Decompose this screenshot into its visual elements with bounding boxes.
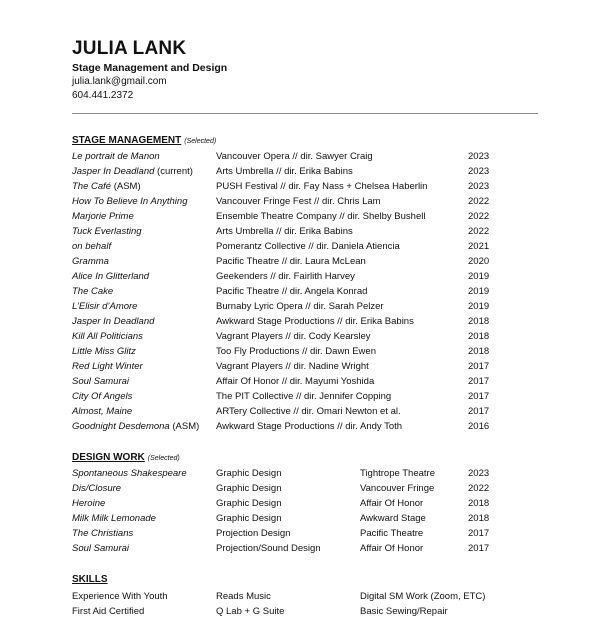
show-title: Jasper In Deadland bbox=[72, 316, 155, 327]
company-director: Arts Umbrella // dir. Erika Babins bbox=[216, 226, 353, 237]
list-item bbox=[0, 301, 612, 316]
show-cell bbox=[72, 256, 109, 267]
show-title: The Café bbox=[72, 181, 112, 192]
show-cell bbox=[72, 181, 141, 192]
list-item bbox=[0, 468, 612, 483]
show-cell bbox=[72, 421, 199, 432]
design-role: Projection/Sound Design bbox=[216, 543, 321, 554]
show-title: Milk Milk Lemonade bbox=[72, 513, 156, 524]
design-role: Graphic Design bbox=[216, 513, 282, 524]
company: Affair Of Honor bbox=[360, 498, 424, 509]
show-cell bbox=[72, 498, 105, 509]
show-title: Kill All Politicians bbox=[72, 331, 143, 342]
company-director: Too Fly Productions // dir. Dawn Ewen bbox=[216, 346, 376, 357]
company-director: Arts Umbrella // dir. Erika Babins bbox=[216, 166, 353, 177]
show-title: Spontaneous Shakespeare bbox=[72, 468, 187, 479]
year: 2017 bbox=[468, 406, 490, 417]
resume-subtitle: Stage Management and Design bbox=[72, 62, 228, 74]
year: 2018 bbox=[468, 331, 490, 342]
year: 2019 bbox=[468, 271, 490, 282]
list-item bbox=[0, 211, 612, 226]
year: 2022 bbox=[468, 211, 490, 222]
design-role: Graphic Design bbox=[216, 498, 282, 509]
show-note: (current) bbox=[154, 166, 193, 177]
company-director: ARTery Collective // dir. Omari Newton et al. bbox=[216, 406, 401, 417]
show-cell bbox=[72, 196, 187, 207]
company: Awkward Stage bbox=[360, 513, 426, 524]
show-cell bbox=[72, 286, 113, 297]
show-cell bbox=[72, 346, 136, 357]
list-item bbox=[0, 256, 612, 271]
show-cell bbox=[72, 376, 129, 387]
show-title: Little Miss Glitz bbox=[72, 346, 136, 357]
show-cell bbox=[72, 211, 134, 222]
list-item bbox=[0, 391, 612, 406]
year: 2022 bbox=[468, 196, 490, 207]
year: 2018 bbox=[468, 513, 490, 524]
company-director: Vancouver Fringe Fest // dir. Chris Lam bbox=[216, 196, 381, 207]
show-cell bbox=[72, 316, 154, 327]
list-item bbox=[0, 513, 612, 528]
show-cell bbox=[72, 528, 133, 539]
show-title: Gramma bbox=[72, 256, 109, 267]
skill-item: Digital SM Work (Zoom, ETC) bbox=[360, 591, 486, 602]
list-item bbox=[0, 316, 612, 331]
contact-email[interactable]: julia.lank@gmail.com bbox=[72, 76, 167, 87]
list-item bbox=[0, 241, 612, 256]
section-title: SKILLS bbox=[72, 574, 108, 585]
company-director: Affair Of Honor // dir. Mayumi Yoshida bbox=[216, 376, 375, 387]
company-director: Vagrant Players // dir. Cody Kearsley bbox=[216, 331, 371, 342]
show-title: Red Light Winter bbox=[72, 361, 143, 372]
list-item bbox=[0, 376, 612, 391]
list-item bbox=[0, 346, 612, 361]
list-item bbox=[0, 151, 612, 166]
list-item bbox=[0, 528, 612, 543]
contact-phone: 604.441.2372 bbox=[72, 90, 134, 101]
company-director: Vancouver Opera // dir. Sawyer Craig bbox=[216, 151, 373, 162]
resume-name: JULIA LANK bbox=[72, 38, 187, 59]
skill-item: Experience With Youth bbox=[72, 591, 168, 602]
show-title: Soul Samurai bbox=[72, 543, 130, 554]
show-title: Goodnight Desdemona bbox=[72, 421, 170, 432]
design-role: Graphic Design bbox=[216, 468, 282, 479]
show-cell bbox=[72, 151, 160, 162]
show-cell bbox=[72, 406, 132, 417]
year: 2016 bbox=[468, 421, 490, 432]
show-cell bbox=[72, 361, 143, 372]
year: 2018 bbox=[468, 346, 490, 357]
company-director: Geekenders // dir. Fairlith Harvey bbox=[216, 271, 355, 282]
show-title: The Cake bbox=[72, 286, 114, 297]
list-item bbox=[0, 591, 612, 606]
list-item bbox=[0, 543, 612, 558]
section-note: (Selected) bbox=[147, 455, 180, 462]
year: 2019 bbox=[468, 286, 490, 297]
company-director: Burnaby Lyric Opera // dir. Sarah Pelzer bbox=[216, 301, 384, 312]
show-note: (ASM) bbox=[111, 181, 141, 192]
section-note: (Selected) bbox=[184, 138, 217, 145]
show-title: The Christians bbox=[72, 528, 134, 539]
list-item bbox=[0, 271, 612, 286]
skill-item: First Aid Certified bbox=[72, 606, 145, 617]
show-title: on behalf bbox=[72, 241, 112, 252]
company-director: The PIT Collective // dir. Jennifer Copping bbox=[216, 391, 392, 402]
year: 2018 bbox=[468, 316, 490, 327]
list-item bbox=[0, 406, 612, 421]
list-item bbox=[0, 196, 612, 211]
year: 2017 bbox=[468, 543, 490, 554]
list-item bbox=[0, 331, 612, 346]
show-title: How To Believe In Anything bbox=[72, 196, 188, 207]
show-cell bbox=[72, 543, 129, 554]
year: 2019 bbox=[468, 301, 490, 312]
company-director: Ensemble Theatre Company // dir. Shelby Bushell bbox=[216, 211, 426, 222]
company: Pacific Theatre bbox=[360, 528, 424, 539]
section-title: STAGE MANAGEMENT bbox=[72, 135, 182, 146]
year: 2023 bbox=[468, 181, 490, 192]
show-cell bbox=[72, 166, 193, 177]
company-director: Pacific Theatre // dir. Angela Konrad bbox=[216, 286, 368, 297]
show-cell bbox=[72, 226, 142, 237]
year: 2017 bbox=[468, 528, 490, 539]
section-heading-stage-management bbox=[72, 135, 216, 146]
show-title: City Of Angels bbox=[72, 391, 133, 402]
show-cell bbox=[72, 331, 143, 342]
skill-item: Basic Sewing/Repair bbox=[360, 606, 448, 617]
section-heading-design-work bbox=[72, 452, 180, 463]
list-item bbox=[0, 606, 612, 621]
company-director: Awkward Stage Productions // dir. Erika Babins bbox=[216, 316, 414, 327]
company-director: Pomerantz Collective // dir. Daniela Atiencia bbox=[216, 241, 400, 252]
year: 2018 bbox=[468, 498, 490, 509]
year: 2023 bbox=[468, 468, 490, 479]
show-note: (ASM) bbox=[169, 421, 200, 432]
show-title: Jasper In Deadland bbox=[72, 166, 155, 177]
section-heading-skills bbox=[72, 574, 108, 585]
show-cell bbox=[72, 513, 156, 524]
company-director: Pacific Theatre // dir. Laura McLean bbox=[216, 256, 366, 267]
year: 2023 bbox=[468, 166, 490, 177]
show-title: Le portrait de Manon bbox=[72, 151, 160, 162]
show-title: Almost, Maine bbox=[72, 406, 133, 417]
company-director: Awkward Stage Productions // dir. Andy Toth bbox=[216, 421, 403, 432]
show-title: Heroine bbox=[72, 498, 106, 509]
year: 2020 bbox=[468, 256, 490, 267]
design-role: Graphic Design bbox=[216, 483, 282, 494]
show-title: Dis/Closure bbox=[72, 483, 122, 494]
design-role: Projection Design bbox=[216, 528, 291, 539]
year: 2017 bbox=[468, 361, 490, 372]
company: Tightrope Theatre bbox=[360, 468, 435, 479]
company: Affair Of Honor bbox=[360, 543, 424, 554]
year: 2022 bbox=[468, 483, 490, 494]
list-item bbox=[0, 286, 612, 301]
show-title: Soul Samurai bbox=[72, 376, 130, 387]
list-item bbox=[0, 483, 612, 498]
year: 2017 bbox=[468, 376, 490, 387]
section-title: DESIGN WORK bbox=[72, 452, 145, 463]
show-cell bbox=[72, 301, 137, 312]
year: 2023 bbox=[468, 151, 490, 162]
skill-item: Q Lab + G Suite bbox=[216, 606, 285, 617]
list-item bbox=[0, 421, 612, 436]
list-item bbox=[0, 166, 612, 181]
header-divider bbox=[72, 113, 538, 114]
year: 2017 bbox=[468, 391, 490, 402]
show-title: Alice In Glitterland bbox=[72, 271, 150, 282]
list-item bbox=[0, 226, 612, 241]
company-director: PUSH Festival // dir. Fay Nass + Chelsea Haberlin bbox=[216, 181, 428, 192]
list-item bbox=[0, 181, 612, 196]
skill-item: Reads Music bbox=[216, 591, 271, 602]
year: 2022 bbox=[468, 226, 490, 237]
show-cell bbox=[72, 391, 132, 402]
show-cell bbox=[72, 483, 121, 494]
show-title: L’Elisir d’Amore bbox=[72, 301, 138, 312]
show-cell bbox=[72, 468, 187, 479]
year: 2021 bbox=[468, 241, 490, 252]
show-title: Tuck Everlasting bbox=[72, 226, 142, 237]
show-cell bbox=[72, 241, 111, 252]
show-cell bbox=[72, 271, 149, 282]
list-item bbox=[0, 498, 612, 513]
list-item bbox=[0, 361, 612, 376]
show-title: Marjorie Prime bbox=[72, 211, 134, 222]
company-director: Vagrant Players // dir. Nadine Wright bbox=[216, 361, 369, 372]
company: Vancouver Fringe bbox=[360, 483, 435, 494]
